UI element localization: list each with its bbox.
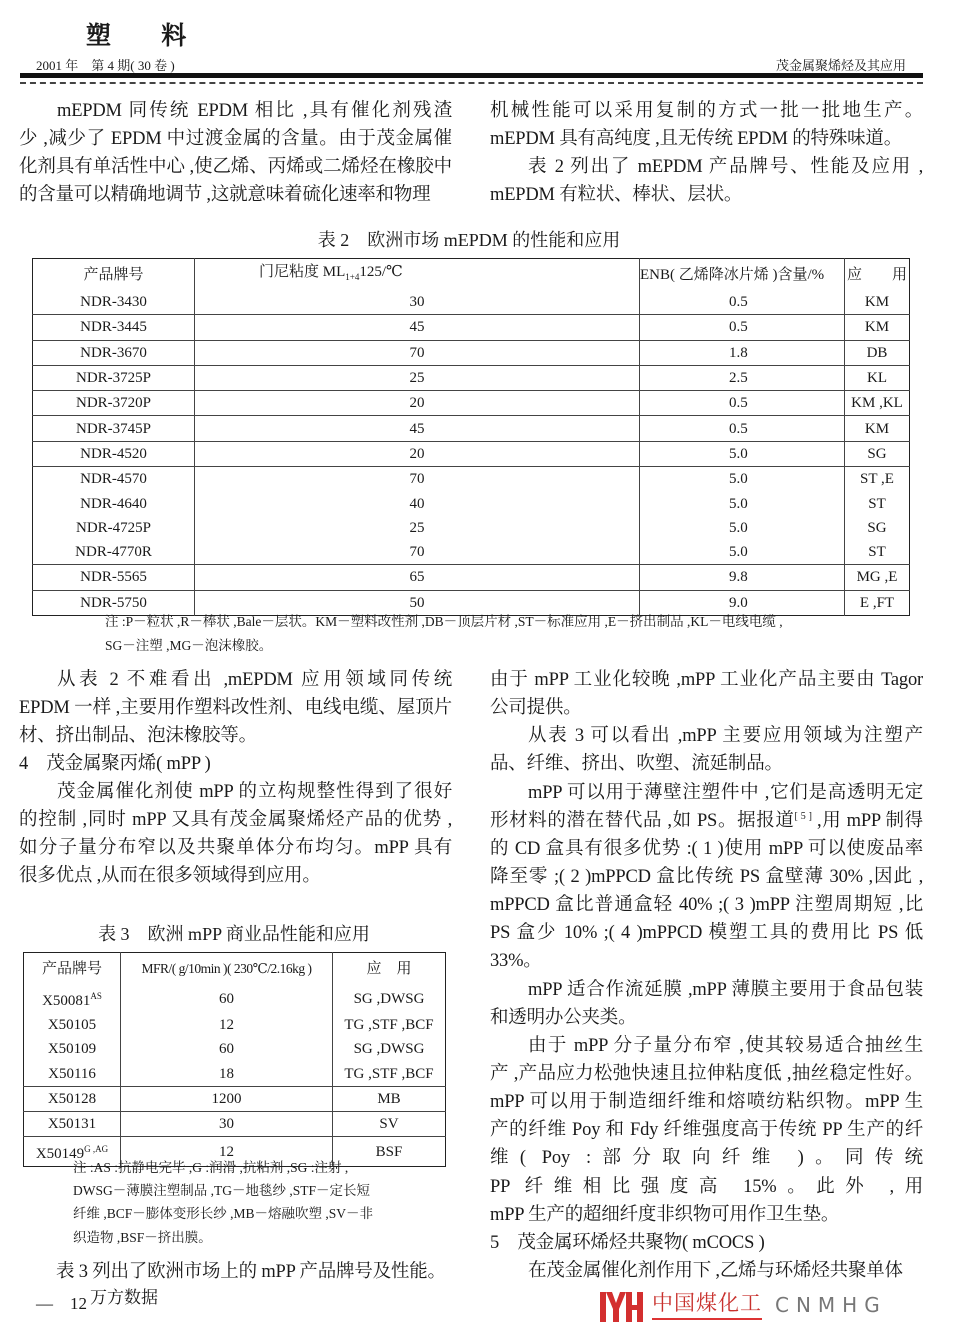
table3-header-brand: 产品牌号 bbox=[24, 953, 121, 985]
cell-mfr: 60 bbox=[121, 984, 333, 1013]
cell-mooney: 70 bbox=[195, 340, 640, 365]
paragraph-line: 公司提供。 bbox=[490, 698, 582, 719]
paragraph-line: 形材料的潜在替代品 ,如 PS。据报道[ 5 ] ,用 mPP 制得 bbox=[490, 810, 923, 831]
cell-brand: NDR-4640 bbox=[33, 491, 195, 515]
section-heading: 4 茂金属聚丙烯( mPP ) bbox=[19, 754, 211, 774]
table-row bbox=[33, 391, 910, 416]
page-number: — 12 bbox=[36, 1294, 87, 1313]
paragraph-line: mPP 适合作流延膜 ,mPP 薄膜主要用于食品包装 bbox=[528, 979, 923, 1000]
cell-brand: NDR-5565 bbox=[33, 565, 195, 590]
paragraph-line: 33%。 bbox=[490, 951, 542, 972]
paragraph-line: 在茂金属催化剂作用下 ,乙烯与环烯烃共聚单体 bbox=[528, 1260, 903, 1281]
paragraph-line: 化剂具有单活性中心 ,使乙烯、丙烯或二烯烃在橡胶中 bbox=[19, 157, 452, 177]
table-row bbox=[24, 1013, 446, 1037]
cell-app: E ,FT bbox=[859, 594, 895, 611]
cell-mooney: 65 bbox=[195, 565, 640, 590]
cell-enb: 5.0 bbox=[640, 516, 845, 540]
cell-brand: X50128 bbox=[24, 1086, 121, 1111]
cell-brand: X50116 bbox=[24, 1062, 121, 1087]
header-rule bbox=[20, 73, 923, 78]
cell-enb: 5.0 bbox=[640, 540, 845, 565]
cell-app: KM ,KL bbox=[845, 391, 910, 416]
section-heading: 5 茂金属环烯烃共聚物( mCOCS ) bbox=[490, 1232, 765, 1253]
watermark-underline bbox=[652, 1318, 762, 1320]
paragraph-line: mEPDM 具有高纯度 ,且无传统 EPDM 的特殊味道。 bbox=[490, 129, 903, 149]
watermark-name-cn: 中国煤化工 bbox=[652, 1291, 762, 1315]
cell-enb: 0.5 bbox=[640, 290, 845, 315]
cell-enb: 5.0 bbox=[640, 441, 845, 466]
table-row bbox=[24, 1062, 446, 1087]
cell-enb: 1.8 bbox=[640, 340, 845, 365]
table3-title: 表 3 欧洲 mPP 商业品性能和应用 bbox=[98, 924, 370, 944]
cell-app: SG ,DWSG bbox=[353, 1041, 425, 1058]
cell-app: BSF bbox=[375, 1143, 403, 1160]
table2-header-app: 应 用 bbox=[846, 266, 907, 283]
cell-enb: 5.0 bbox=[640, 491, 845, 515]
cell-brand: NDR-4570 bbox=[33, 467, 195, 492]
watermark-name-en: CNMHG bbox=[775, 1293, 887, 1317]
paragraph-line: 由于 mPP 工业化较晚 ,mPP 工业化产品主要由 Tagor bbox=[490, 670, 923, 690]
cell-mooney: 50 bbox=[195, 590, 640, 615]
table3 bbox=[23, 952, 446, 1167]
table-row bbox=[33, 491, 910, 515]
cell-app: TG ,STF ,BCF bbox=[333, 1062, 446, 1087]
table-note: 织造物 ,BSF－挤出膜。 bbox=[73, 1229, 212, 1245]
cell-mooney: 20 bbox=[195, 391, 640, 416]
issue-info: 2001 年 第 4 期( 30 卷 ) bbox=[36, 58, 175, 73]
cell-mooney: 30 bbox=[195, 290, 640, 315]
cell-brand-superscript: AS bbox=[90, 991, 102, 1001]
cell-enb: 9.8 bbox=[640, 565, 845, 590]
table2-title: 表 2 欧洲市场 mEPDM 的性能和应用 bbox=[317, 230, 621, 250]
paragraph-line: 表 2 列出了 mEPDM 产品牌号、性能及应用 , bbox=[528, 157, 923, 177]
paragraph-line: mEPDM 有粒状、棒状、层状。 bbox=[490, 185, 743, 205]
paragraph-line: 维( Poy :部分取向纤维 )。同传统 bbox=[490, 1148, 923, 1169]
paragraph-line: 少 ,减少了 EPDM 中过渡金属的含量。由于茂金属催 bbox=[19, 129, 452, 149]
table-row bbox=[33, 340, 910, 365]
paragraph-line: 茂金属催化剂使 mPP 的立构规整性得到了很好 bbox=[57, 782, 452, 802]
cell-app: TG ,STF ,BCF bbox=[344, 1017, 434, 1034]
left-closing-line: 表 3 列出了欧洲市场上的 mPP 产品牌号及性能。 bbox=[56, 1262, 446, 1282]
table2 bbox=[32, 258, 910, 616]
cell-app: SG bbox=[845, 441, 910, 466]
cell-app: KM bbox=[845, 315, 910, 340]
cell-app: ST bbox=[868, 495, 886, 512]
paragraph-line: 降至零 ;( 2 )mPPCD 盒比传统 PS 盒壁薄 30% ,因此 , bbox=[490, 866, 923, 887]
paragraph-line: 材、挤出制品、泡沫橡胶等。 bbox=[19, 726, 257, 746]
table-note: 注 :P－粒状 ,R－棒状 ,Bale－层状。KM－塑料改性剂 ,DB－顶层片材 ,ST－标准应用 ,E－挤出制品 ,KL－电线电缆 , bbox=[105, 614, 783, 629]
cell-app: MG ,E bbox=[845, 565, 910, 590]
paragraph-line: mPP 可以用于制造细纤维和熔喷纺粘织物。mPP 生 bbox=[490, 1092, 923, 1113]
cell-mfr: 18 bbox=[121, 1062, 333, 1087]
cell-mooney: 45 bbox=[195, 416, 640, 441]
paragraph-line: 由于 mPP 分子量分布窄 ,使其较易适合抽丝生 bbox=[528, 1035, 923, 1056]
cell-app: ST ,E bbox=[860, 471, 894, 488]
mooney-unit: 125/℃ bbox=[359, 264, 403, 280]
cell-brand: X50109 bbox=[24, 1037, 121, 1061]
cell-enb: 5.0 bbox=[640, 467, 845, 492]
table2-header-enb: ENB( 乙烯降冰片烯 )含量/% bbox=[640, 259, 845, 291]
cell-brand-superscript: G ,AG bbox=[84, 1144, 109, 1155]
paragraph-line: EPDM 一样 ,主要用作塑料改性剂、电线电缆、屋顶片 bbox=[19, 698, 452, 718]
table-row bbox=[24, 1112, 446, 1137]
table-row bbox=[24, 984, 446, 1013]
cell-brand: $X50149^{G ,AG}$ bbox=[24, 1137, 121, 1167]
cell-brand: $X50081^{AS}$ bbox=[24, 984, 121, 1013]
cell-brand: NDR-3745P bbox=[33, 416, 195, 441]
paragraph-line: 的含量可以精确地调节 ,这就意味着硫化速率和物理 bbox=[19, 185, 431, 205]
cell-brand: X50105 bbox=[24, 1013, 121, 1037]
cell-mfr: 12 bbox=[121, 1137, 333, 1167]
cell-brand: X50131 bbox=[24, 1112, 121, 1137]
cell-app: KM bbox=[845, 290, 910, 315]
running-title: 茂金属聚烯烃及其应用 bbox=[775, 58, 906, 73]
cell-enb: 2.5 bbox=[640, 365, 845, 390]
cell-mooney: 45 bbox=[195, 315, 640, 340]
paragraph-line: 产 ,产品应力松弛快速且拉伸粘度低 ,抽丝稳定性好。 bbox=[490, 1063, 923, 1084]
cell-mooney: 40 bbox=[195, 491, 640, 515]
table3-header-app: 应 用 bbox=[366, 960, 412, 977]
cell-brand: NDR-3430 bbox=[33, 290, 195, 315]
cell-app: DB bbox=[845, 340, 910, 365]
header-rule-dashed bbox=[20, 82, 923, 84]
table-row bbox=[33, 441, 910, 466]
cell-mooney: 70 bbox=[195, 540, 640, 565]
cell-brand: NDR-5750 bbox=[33, 590, 195, 615]
cell-brand: NDR-3445 bbox=[33, 315, 195, 340]
paragraph-line: mPP 生产的超细纤度非织物可用作卫生垫。 bbox=[490, 1204, 840, 1225]
cell-enb: 0.5 bbox=[640, 416, 845, 441]
cell-app: SG bbox=[867, 519, 887, 536]
table2-header-mooney bbox=[195, 259, 640, 291]
table-row bbox=[33, 315, 910, 340]
cell-mooney: 20 bbox=[195, 441, 640, 466]
cell-mfr: 30 bbox=[121, 1112, 333, 1137]
table-note: 纤维 ,BCF－膨体变形长纱 ,MB－熔融吹塑 ,SV－非 bbox=[73, 1206, 374, 1222]
paragraph-line: mEPDM 同传统 EPDM 相比 ,具有催化剂残渣 bbox=[57, 101, 452, 121]
table-row bbox=[33, 365, 910, 390]
table-row bbox=[24, 1037, 446, 1061]
cell-enb: 9.0 bbox=[640, 590, 845, 615]
cell-mfr: 1200 bbox=[121, 1086, 333, 1111]
watermark-logo-icon bbox=[600, 1292, 643, 1322]
table-note: SG－注塑 ,MG－泡沫橡胶。 bbox=[105, 638, 273, 653]
citation-superscript: [ 5 ] bbox=[794, 810, 812, 822]
table-note: 注 :AS :抗静电完毕 ,G :润滑 ,抗粘剂 ,SG :注射 , bbox=[73, 1160, 349, 1175]
table2-header-brand: 产品牌号 bbox=[33, 259, 195, 291]
cell-brand: NDR-4770R bbox=[33, 540, 195, 565]
cell-brand: NDR-4520 bbox=[33, 441, 195, 466]
cell-mfr: 12 bbox=[121, 1013, 333, 1037]
cell-brand: NDR-3720P bbox=[33, 391, 195, 416]
paragraph-line: 如分子量分布窄以及共聚单体分布均匀。mPP 具有 bbox=[19, 838, 452, 858]
paragraph-line: PS 盒少 10% ;( 4 )mPPCD 模塑工具的费用比 PS 低 bbox=[490, 923, 923, 944]
cell-mfr: 60 bbox=[121, 1037, 333, 1061]
cell-brand: NDR-3670 bbox=[33, 340, 195, 365]
cell-brand: NDR-3725P bbox=[33, 365, 195, 390]
cell-mooney: 25 bbox=[195, 365, 640, 390]
paragraph-line: 很多优点 ,从而在很多领域得到应用。 bbox=[19, 866, 321, 886]
paragraph-line: 产的纤维 Poy 和 Fdy 纤维强度高于传统 PP 生产的纤 bbox=[490, 1120, 923, 1141]
paragraph-line: 和透明办公夹类。 bbox=[490, 1007, 637, 1028]
table-note: DWSG－薄膜注塑制品 ,TG－地毯纱 ,STF－定长短 bbox=[73, 1183, 371, 1199]
cell-mooney: 70 bbox=[195, 467, 640, 492]
table3-header-mfr: MFR/( g/10min )( 230℃/2.16kg ) bbox=[121, 953, 333, 985]
cell-brand: NDR-4725P bbox=[33, 516, 195, 540]
paragraph-line: 的控制 ,同时 mPP 又具有茂金属聚烯烃产品的优势 , bbox=[19, 810, 452, 830]
paragraph-line: mPP 可以用于薄壁注塑件中 ,它们是高透明无定 bbox=[528, 782, 923, 803]
journal-title: 塑 料 bbox=[86, 23, 209, 50]
cell-enb: 0.5 bbox=[640, 315, 845, 340]
table-row bbox=[33, 416, 910, 441]
mooney-subscript: 1+4 bbox=[345, 272, 360, 282]
cell-mooney: 25 bbox=[195, 516, 640, 540]
cell-app: SV bbox=[333, 1112, 446, 1137]
table-row bbox=[33, 565, 910, 590]
cell-app: MB bbox=[333, 1086, 446, 1111]
cell-enb: 0.5 bbox=[640, 391, 845, 416]
table-row bbox=[33, 290, 910, 315]
table-row bbox=[33, 467, 910, 492]
paragraph-line: 从表 2 不难看出 ,mEPDM 应用领域同传统 bbox=[57, 670, 452, 690]
paragraph-line: PP 纤维相比强度高 15%。此外 ,用 bbox=[490, 1176, 923, 1197]
cell-app: KL bbox=[845, 365, 910, 390]
table-row bbox=[24, 1086, 446, 1111]
paragraph-line: 机械性能可以采用复制的方式一批一批地生产。 bbox=[490, 101, 923, 121]
cell-app: ST bbox=[845, 540, 910, 565]
paragraph-line: 品、纤维、挤出、吹塑、流延制品。 bbox=[490, 754, 783, 775]
cell-app: KM bbox=[845, 416, 910, 441]
mooney-label: 门尼粘度 ML bbox=[259, 264, 346, 280]
cell-app: SG ,DWSG bbox=[353, 990, 425, 1007]
paragraph-line: 从表 3 可以看出 ,mPP 主要应用领域为注塑产 bbox=[528, 726, 923, 747]
table-row bbox=[33, 540, 910, 565]
paragraph-line: mPPCD 盒比普通盒轻 40% ;( 3 )mPP 注塑周期短 ,比 bbox=[490, 895, 923, 916]
paragraph-line: 的 CD 盒具有很多优势 :( 1 )使用 mPP 可以使废品率 bbox=[490, 838, 923, 859]
wanfang-logo-text: 万方数据 bbox=[90, 1288, 158, 1307]
table-row bbox=[33, 516, 910, 540]
